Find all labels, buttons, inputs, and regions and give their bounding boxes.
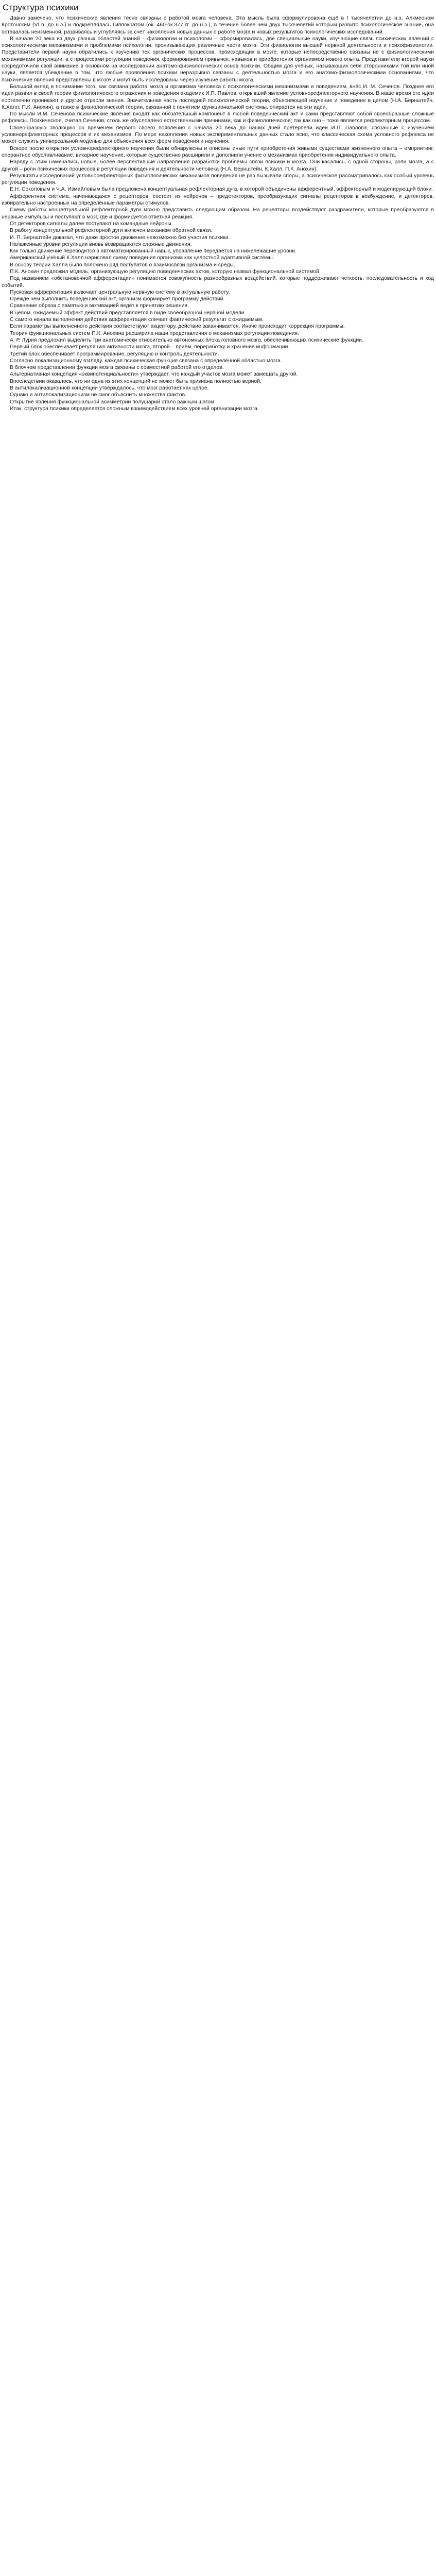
paragraph: Однако и антилокализационизм не смог объяснить множества фактов. xyxy=(10,392,187,398)
paragraph: В основу теории Халла было положено ряд постулатов о взаимосвязи организма и среды. xyxy=(10,262,235,268)
paragraph: Итак, структура психики определяется сложным взаимодействием всех уровней организации мозга. xyxy=(10,405,259,412)
paragraph: Вскоре после открытия условнорефлекторного научения были обнаружены и описаны иные пути приобретения живыми существами жизненного опыта – импринтинг, оперантное обусловливание, викарное научение, которые существенно расширили и дополнили учение о механизмах приобретения индивидуального опыта. xyxy=(2,145,434,158)
paragraph: В целом, ожидаемый эффект действий представляется в виде своеобразной нервной модели. xyxy=(10,310,246,316)
paragraph: Прежде чем выполнить поведенческий акт, организм формирует программу действий. xyxy=(10,296,225,302)
paragraph: Пусковая афферентация включает центральную нервную систему в актуальную работу. xyxy=(10,289,230,295)
article-body xyxy=(2,15,434,412)
paragraph: Впоследствии оказалось, что ни одна из этих концепций не может быть признана полностью верной. xyxy=(10,378,261,384)
paragraph: По мысли И.М. Сеченова психические явления входят как обязательный компонент в любой поведенческий акт и сами представляют собой своеобразные сложные рефлексы. Психическое, считал Сеченов, столь же обусловлено естественными причинами, как и физиологическое; так как оно – тоже является рефлекторным процессом. xyxy=(2,111,434,124)
paragraph: А. Р. Лурия предложил выделить три анатомически относительно автономных блока головного мозга, обеспечивающих психические функции. xyxy=(10,337,363,343)
paragraph: В блочном представлении функции мозга связаны с совместной работой его отделов. xyxy=(10,365,224,371)
paragraph: Согласно локализационному взгляду, каждая психическая функция связана с определённой областью мозга. xyxy=(10,358,282,364)
paragraph: Афферентная система, начинающаяся с рецепторов, состоит из нейронов – предетекторов, преобразующих сигналы рецепторов в возбуждение, и детекторов, избирательно настроенных на определённые параметры стимулов. xyxy=(2,193,434,207)
paragraph: П.К. Анохин предложил модель, организующую регуляцию поведенческих актов, которую назвал функциональной системой. xyxy=(10,268,321,275)
paragraph: Большой вклад в понимание того, как связана работа мозга и организма человека с психологическими механизмами и поведением, внёс И. М. Сеченов. Позднее его идеи развил в своей теории физиологического отражения и поведения академик И.П. Павлов, открывший явление условнорефлекторного научения. В наше время его идеи постепенно проникают и другие отрасли знания. Значительная часть последней психологической теории, объясняющей научение и поведение в целом (Н.А. Бернштейн, К.Халл, П.К. Анохин), а также в физиологической теории, связанной с понятием функциональной системы, опирается на эти идеи. xyxy=(2,83,434,110)
paragraph: Схему работы концептуальной рефлекторной дуги можно представить следующим образом. На рецепторы воздействуют раздражители, которые преобразуются в нервные импульсы и поступают в мозг, где и формируется ответная реакция. xyxy=(2,207,434,220)
paragraph: Третий блок обеспечивает программирование, регуляцию и контроль деятельности. xyxy=(10,351,219,357)
paragraph: Давно замечено, что психические явления тесно связаны с работой мозга человека. Эта мысль была сформулирована ещё в I тысячелетии до н.э. Алкмеоном Кротонским (VI в. до н.э.) и подкреплялась Гиппократом (ок. 460-ок.377 гг. до н.э.), в течение более чем двух тысячелетий которым развито психологическое знание, она оставалась неизменной, развиваясь и углубляясь за счёт накопления новых данных о работе мозга и новых результатов психологических исследований. xyxy=(2,15,434,35)
paragraph: От детекторов сигналы далее поступают на командные нейроны. xyxy=(10,221,173,227)
paragraph: Если параметры выполненного действия соответствуют акцептору, действие заканчивается. Иначе происходит коррекция программы. xyxy=(10,324,345,330)
paragraph: Е.Н. Соколовым и Ч.А. Измайловым была предложена концептуальная рефлекторная дуга, в которой объединены афферентный, эффекторный и моделирующий блоки. xyxy=(10,187,433,193)
paragraph: В работу концептуальной рефлекторной дуги включен механизм обратной связи. xyxy=(10,228,213,234)
paragraph: Открытие явления функциональной асимметрии полушарий стало важным шагом. xyxy=(10,399,216,405)
page-title: Структура психики xyxy=(3,3,79,12)
paragraph: В антилокализационной концепции утверждалось, что мозг работает как целое. xyxy=(10,385,209,392)
paragraph: В начале 20 века из двух разных областей знаний – физиологии и психологии – сформировалась, две специальные науки, изучающие связь психических явлений с психологическими механизмами и проблемами психологии, пронизывающих различные части мозга. Эти физиологии высшей нервной деятельности и психофизиологии. Представители первой науки обратились к изучению тех органических процессов, происходящих в мозге, которые непосредственно связаны не с физиологическими механизмами регуляции, а с процессами регуляции поведения, формированием привычек, навыков и приобретения организмом нового опыта. Представители второй науки сосредоточили свой внимание в основном на исследовании анатомо-физиологических основ психики. Общим для учёных, называющих себя сторонниками той или иной науки, является убеждение в том, что любые проявления психики неразрывно связаны с деятельностью мозга и его анатомо-физиологическими основаниями, что психические явления представлены в мозге и могут быть исследованы через изучение работы мозга. xyxy=(2,36,434,83)
paragraph: Американский учёный К.Халл нарисовал схему поведения организма как целостной адаптивной системы. xyxy=(10,255,274,261)
paragraph: Теория функциональных систем П.К. Анохина расширила наши представления о механизмах регуляции поведения. xyxy=(10,330,299,336)
paragraph: Первый блок обеспечивает регуляцию активности мозга, второй – приём, переработку и хранение информации. xyxy=(10,344,290,350)
paragraph: Налаженные уровни регуляции вновь возвращаются сложные движения. xyxy=(10,241,192,247)
paragraph: И. П. Бернштейн доказал, что даже простое движение невозможно без участия психики. xyxy=(10,234,230,241)
paragraph: Своеобразную эволюцию со временем первого своего появления с начала 20 века до наших дней претерпели идеи И.П. Павлова, связанные с изучением условнорефлекторных процессов и их механизмов. По мере накопления новых экспериментальных данных стало ясно, что классическая схема условного рефлекса не может служить универсальной моделью для объяснения всех форм поведения и научения. xyxy=(2,125,434,145)
paragraph: Результаты исследований условнорефлекторных физиологических механизмов поведения не раз вызывали споры, а психическое рассматривалось как особый уровень регуляции поведения. xyxy=(2,173,434,186)
paragraph: Сравнение образа с памятью и мотивацией ведёт к принятию решения. xyxy=(10,303,189,309)
paragraph: Как только движение переводится в автоматизированный навык, управление передаётся на нижележащие уровни. xyxy=(10,248,297,255)
paragraph: С самого начала выполнения действия афферентация сличает фактический результат с ожидаемым. xyxy=(10,317,264,323)
paragraph: Под названием «обстановочной афферентации» понимается совокупность разнообразных воздействий, которые поддерживают четкость, последовательность и ход событий. xyxy=(2,276,434,289)
paragraph: Наряду с этим намечались новые, более перспективные направления разработки проблемы связи психики и мозга. Они касались, с одной стороны, роли мозга, а с другой – роли психических процессов в регуляции поведения и деятельности человека (Н.А. Бернштейн, К.Халл, П.К. Анохин). xyxy=(2,159,434,172)
paragraph: Альтернативная концепция «эквипотенциальности» утверждает, что каждый участок мозга может замещать другой. xyxy=(10,371,298,378)
